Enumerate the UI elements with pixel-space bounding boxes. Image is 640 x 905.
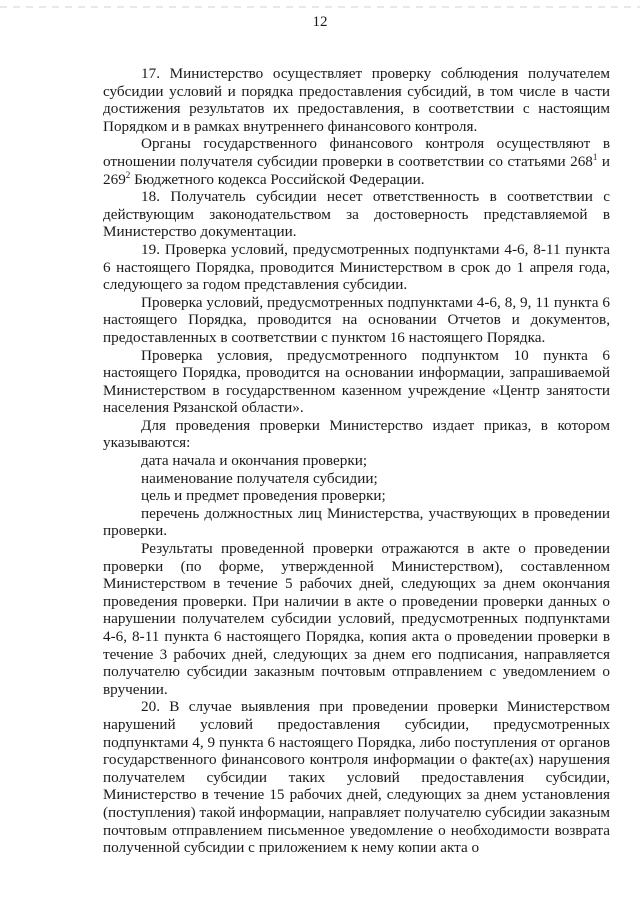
superscript: 2 [125, 169, 131, 180]
paragraph-control-organs [103, 135, 610, 188]
paragraph-check-conditions: Проверка условий, предусмотренных подпунктами 4-6, 8, 9, 11 пункта 6 настоящего Порядка, проводится на основании Отчетов и документов, предоставленных в соответствии с пунктом 16 настоящего Порядка. [103, 293, 610, 346]
page-number: 12 [312, 14, 328, 30]
text-part: и 269 [103, 152, 610, 188]
paragraph-19: 19. Проверка условий, предусмотренных подпунктами 4-6, 8-11 пункта 6 настоящего Порядка, проводится Министерством в срок до 1 апреля года, следующего за годом представления субсидии. [103, 240, 610, 294]
list-item: дата начала и окончания проверки; [141, 452, 368, 470]
paragraph-results: Результаты проведенной проверки отражаются в акте о проведении проверки (по форме, утвержденной Министерством), составленном Министерством в течение 5 рабочих дней, следующих за днем окончания проведения проверки. При наличии в акте о проведении проверки данных о нарушении получателем субсидии условий, предусмотренных подпунктами 4-6, 8-11 пункта 6 настоящего Порядка, копия акта о проведении проверки в течение 3 рабочих дней, следующих за днем его подписания, направляется получателю субсидии заказным почтовым отправлением с уведомлением о вручении. [103, 540, 610, 698]
text-part: Органы государственного финансового контроля осуществляют в отношении получателя субсидии проверки в соответствии со статьями 268 [103, 135, 610, 170]
paragraph-check-condition-10: Проверка условия, предусмотренного подпунктом 10 пункта 6 настоящего Порядка, проводится на основании информации, запрашиваемой Министерством в государственном казенном учреждение «Центр занятости населения Рязанской области». [103, 346, 610, 417]
superscript: 1 [592, 151, 598, 162]
list-item: перечень должностных лиц Министерства, участвующих в проведении проверки. [103, 504, 610, 540]
list-item: цель и предмет проведения проверки; [141, 487, 386, 505]
paragraph-17: 17. Министерство осуществляет проверку соблюдения получателем субсидии условий и порядка предоставления субсидий, в том числе в части достижения результатов их предоставления, в соответствии с настоящим Порядком и в рамках внутреннего финансового контроля. [103, 65, 610, 135]
list-item: наименование получателя субсидии; [141, 469, 378, 487]
text-part: Бюджетного кодекса Российской Федерации. [130, 170, 425, 188]
document-body [103, 65, 610, 857]
paragraph-18: 18. Получатель субсидии несет ответственность в соответствии с действующим законодательством за достоверность представляемой в Министерство документации. [103, 188, 610, 241]
scan-edge-line [0, 6, 640, 8]
paragraph-order: Для проведения проверки Министерство издает приказ, в котором указываются: [103, 416, 610, 452]
paragraph-20: 20. В случае выявления при проведении проверки Министерством нарушений условий предоставления субсидии, предусмотренных подпунктами 4, 9 пункта 6 настоящего Порядка, либо поступления от органов государственного финансового контроля информации о факте(ах) нарушения получателем субсидии таких условий предоставления субсидии, Министерство в течение 15 рабочих дней, следующих за днем установления (поступления) такой информации, направляет получателю субсидии заказным почтовым отправлением письменное уведомление о необходимости возврата полученной субсидии с приложением к нему копии акта о [103, 698, 610, 857]
